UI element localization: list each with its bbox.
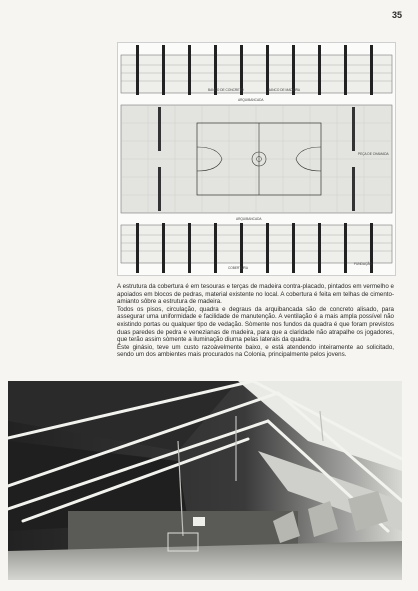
paragraph-cost: Êste ginásio, teve um custo razoàvelmente baixo, e está atendendo inteiramente ao solicitado, sendo um dos ambientes mais procurados na Colonia, principalmente pelos jovens. [117, 343, 394, 359]
plan-label-top-left: BANCO DE CONCRETO [208, 88, 244, 92]
plan-label-bottom-left: COBERTURA [228, 266, 248, 270]
plan-label-bottom: ARQUIBANCADA [236, 217, 262, 221]
gymnasium-interior-photo [8, 381, 402, 580]
page-number: 35 [391, 10, 402, 20]
body-text [117, 283, 394, 359]
plan-label-bottom-right: FUNDAÇÃO [354, 262, 372, 266]
plan-label-side: PEÇA DE CHAMADA [358, 152, 389, 156]
paragraph-structure: A estrutura da cobertura é em tesouras e terças de madeira contra-placado, pintados em vermelho e apoiados em blocos de pedras, material existente no local. A cobertura é feita em telhas de cimento-amianto sôbre a estrutura de madeira. [117, 283, 394, 306]
plan-label-top: ARQUIBANCADA [238, 98, 264, 102]
architectural-floor-plan [117, 42, 396, 276]
paragraph-floors: Todos os pisos, circulação, quadra e degraus da arquibancada são de concreto alisado, para assegurar uma uniformidade e facilidade de manutenção. A ventilação é a mais ampla possível não existindo portas ou qualquer tipo de vedação. Sòmente nos fundos da quadra é que foram previstos duas paredes de pedra e venezianas de madeira, para que a claridade não atrapalhe os jogadores, que terão assim sòmente a iluminação diurna pelas laterais da quadra. [117, 305, 394, 344]
plan-label-top-right: BANCO DE MADEIRA [268, 88, 301, 92]
